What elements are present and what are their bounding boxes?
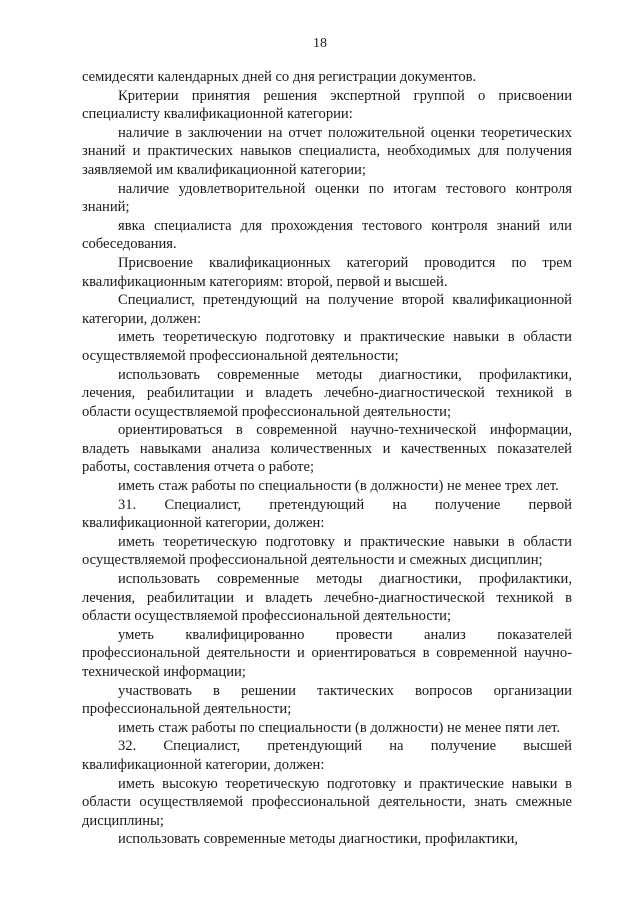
paragraph: ориентироваться в современной научно-технической информации, владеть навыками анализа количественных и качественных показателей работы, составления отчета о работе; [82,422,572,476]
paragraph: использовать современные методы диагностики, профилактики, лечения, реабилитации и владеть лечебно-диагностической техникой в области осуществляемой профессиональной деятельности; [82,571,572,625]
paragraph: явка специалиста для прохождения тестового контроля знаний или собеседования. [82,217,572,253]
paragraph: семидесяти календарных дней со дня регистрации документов. [82,69,477,85]
paragraph: уметь квалифицированно провести анализ показателей профессиональной деятельности и ориентироваться в современной научно-технической информации; [82,626,572,680]
page-number: 18 [313,36,327,51]
paragraph: Специалист, претендующий на получение второй квалификационной категории, должен: [82,292,572,327]
paragraph: иметь высокую теоретическую подготовку и практические навыки в области осуществляемой профессиональной деятельности, знать смежные дисциплины; [82,775,572,829]
document-body [82,68,572,849]
paragraph: использовать современные методы диагностики, профилактики, [118,831,519,848]
paragraph: наличие удовлетворительной оценки по итогам тестового контроля знаний; [82,180,572,216]
paragraph: использовать современные методы диагностики, профилактики, лечения, реабилитации и владеть лечебно-диагностической техникой в области осуществляемой профессиональной деятельности; [82,366,572,420]
paragraph: участвовать в решении тактических вопросов организации профессиональной деятельности; [82,682,572,718]
paragraph: иметь стаж работы по специальности (в должности) не менее трех лет. [118,478,559,495]
paragraph: Присвоение квалификационных категорий проводится по трем квалификационным категориям: второй, первой и высшей. [82,254,572,290]
paragraph: Критерии принятия решения экспертной группой о присвоении специалисту квалификационной категории: [82,87,572,123]
paragraph: наличие в заключении на отчет положительной оценки теоретических знаний и практических навыков специалиста, необходимых для получения заявляемой им квалификационной категории; [82,124,572,178]
paragraph: иметь теоретическую подготовку и практические навыки в области осуществляемой профессиональной деятельности; [82,329,572,364]
paragraph: иметь теоретическую подготовку и практические навыки в области осуществляемой профессиональной деятельности и смежных дисциплин; [82,533,572,569]
paragraph: иметь стаж работы по специальности (в должности) не менее пяти лет. [118,719,561,736]
paragraph: 32. Специалист, претендующий на получение высшей квалификационной категории, должен: [82,738,572,773]
paragraph: 31. Специалист, претендующий на получение первой квалификационной категории, должен: [82,496,572,532]
